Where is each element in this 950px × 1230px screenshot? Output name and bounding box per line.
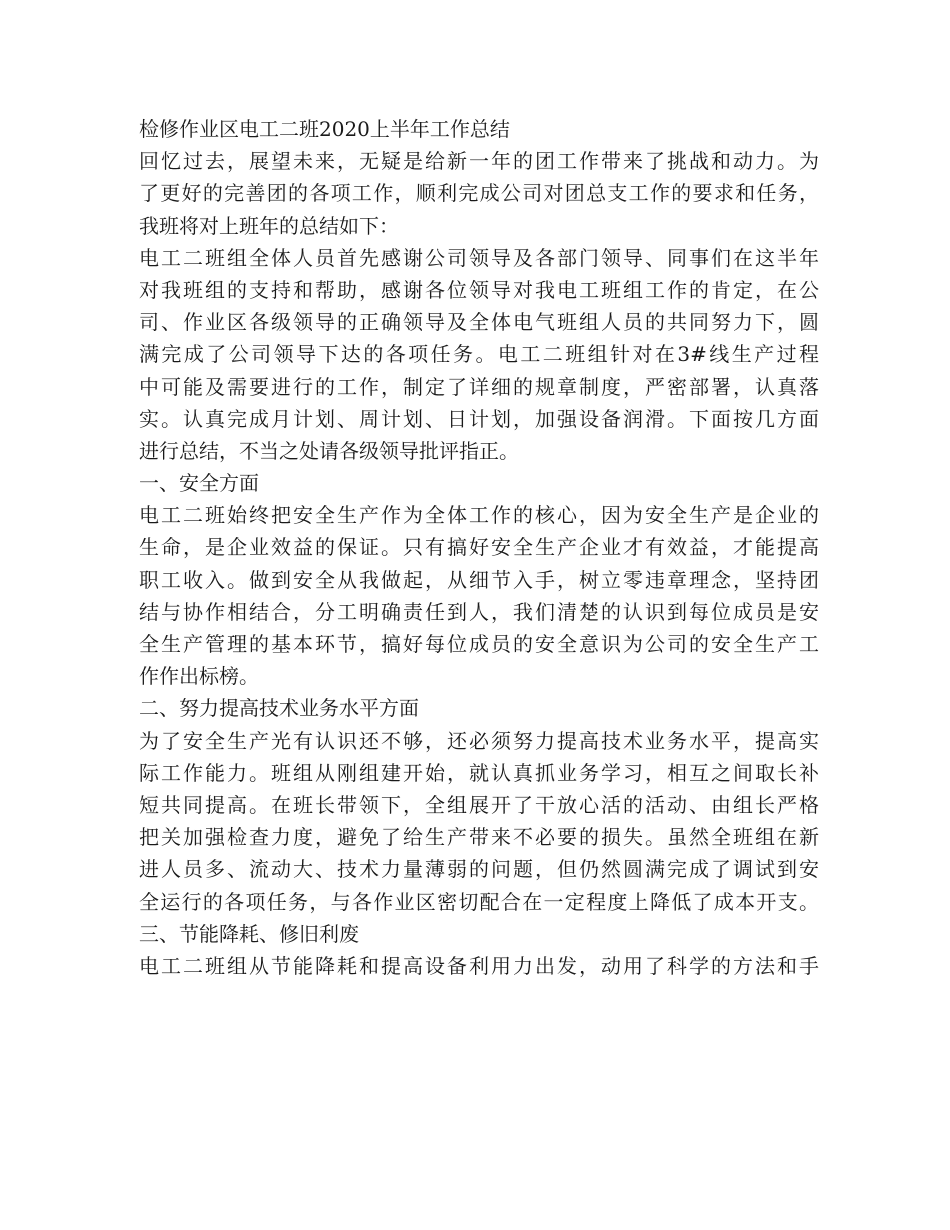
text-line: 把关加强检查力度，避免了给生产带来不必要的损失。虽然全班组在新 xyxy=(139,825,819,850)
text-line: 电工二班组全体人员首先感谢公司领导及各部门领导、同事们在这半年 xyxy=(139,245,819,270)
text-line: 电工二班组从节能降耗和提高设备利用力出发，动用了科学的方法和手 xyxy=(139,953,819,978)
document-page xyxy=(139,113,819,982)
text-line: 全运行的各项任务，与各作业区密切配合在一定程度上降低了成本开支。 xyxy=(139,889,819,914)
text-line: 进人员多、流动大、技术力量薄弱的问题，但仍然圆满完成了调试到安 xyxy=(139,857,819,882)
text-line: 生命，是企业效益的保证。只有搞好安全生产企业才有效益，才能提高 xyxy=(139,535,819,560)
document-title: 检修作业区电工二班2020上半年工作总结 xyxy=(139,117,510,141)
text-line: 作作出标榜。 xyxy=(139,664,259,689)
text-line: 电工二班始终把安全生产作为全体工作的核心，因为安全生产是企业的 xyxy=(139,503,819,528)
text-line: 我班将对上班年的总结如下： xyxy=(139,213,399,238)
text-line: 职工收入。做到安全从我做起，从细节入手，树立零违章理念，坚持团 xyxy=(139,567,819,592)
text-line: 司、作业区各级领导的正确领导及全体电气班组人员的共同努力下，圆 xyxy=(139,310,819,335)
text-line: 为了安全生产光有认识还不够，还必须努力提高技术业务水平，提高实 xyxy=(139,728,819,753)
text-line: 三、节能降耗、修旧利废 xyxy=(139,921,359,946)
text-line: 结与协作相结合，分工明确责任到人，我们清楚的认识到每位成员是安 xyxy=(139,599,819,624)
text-line: 全生产管理的基本环节，搞好每位成员的安全意识为公司的安全生产工 xyxy=(139,632,819,656)
document-body xyxy=(139,145,819,982)
text-line: 二、努力提高技术业务水平方面 xyxy=(139,696,419,721)
text-line: 一、安全方面 xyxy=(139,471,259,496)
text-line: 中可能及需要进行的工作，制定了详细的规章制度，严密部署，认真落 xyxy=(139,374,819,399)
text-line: 短共同提高。在班长带领下，全组展开了干放心活的活动、由组长严格 xyxy=(139,792,819,817)
text-line: 对我班组的支持和帮助，感谢各位领导对我电工班组工作的肯定，在公 xyxy=(139,277,819,302)
text-line: 回忆过去，展望未来，无疑是给新一年的团工作带来了挑战和动力。为 xyxy=(139,149,819,174)
text-line: 了更好的完善团的各项工作，顺利完成公司对团总支工作的要求和任务， xyxy=(139,181,819,206)
text-line: 实。认真完成月计划、周计划、日计划，加强设备润滑。下面按几方面 xyxy=(139,406,819,431)
text-line: 满完成了公司领导下达的各项任务。电工二班组针对在3#线生产过程 xyxy=(139,342,819,367)
text-line: 进行总结，不当之处请各级领导批评指正。 xyxy=(139,438,519,463)
text-line: 际工作能力。班组从刚组建开始，就认真抓业务学习，相互之间取长补 xyxy=(139,760,819,785)
